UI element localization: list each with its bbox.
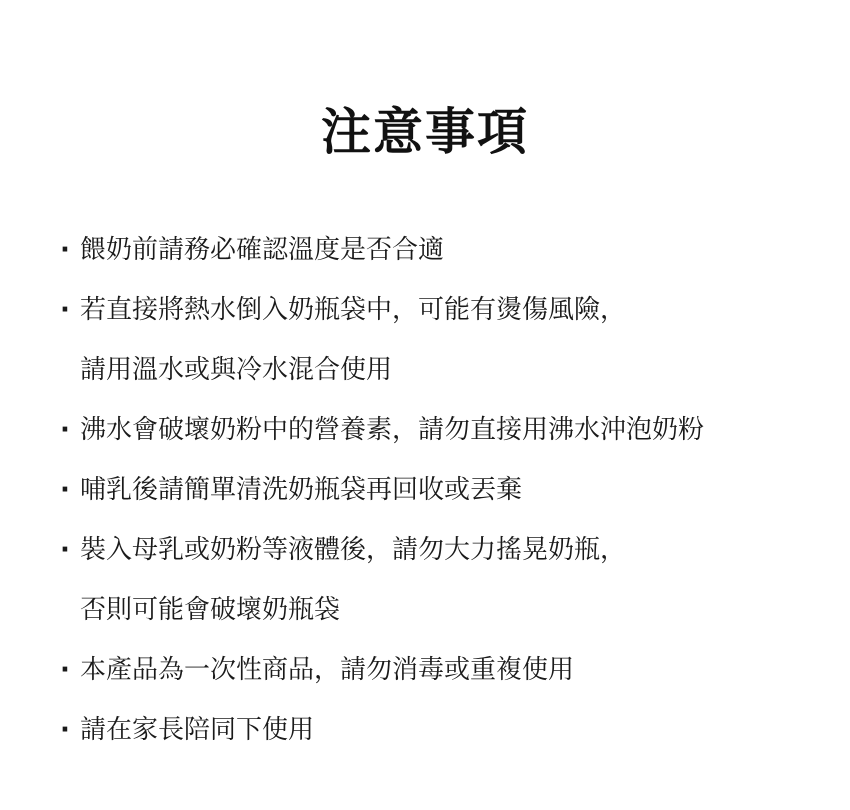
notice-text: 本產品為一次性商品，請勿消毒或重複使用	[80, 655, 575, 685]
bullet-mark: ·	[60, 475, 70, 505]
notice-list	[60, 227, 820, 767]
bullet-mark: ·	[60, 655, 70, 685]
notice-text: 請在家長陪同下使用	[80, 715, 315, 745]
notice-continuation-line	[60, 347, 820, 407]
notice-continuation-line	[60, 587, 820, 647]
notice-text: 沸水會破壞奶粉中的營養素，請勿直接用沸水沖泡奶粉	[80, 415, 705, 445]
notice-line	[60, 707, 820, 767]
bullet-mark: ·	[60, 715, 70, 745]
bullet-mark: ·	[60, 235, 70, 265]
page-title: 注意事項	[321, 103, 529, 161]
notice-text: 否則可能會破壞奶瓶袋	[80, 595, 341, 625]
notice-text: 請用溫水或與冷水混合使用	[80, 355, 393, 385]
notice-line	[60, 227, 820, 287]
bullet-mark: ·	[60, 415, 70, 445]
notice-line	[60, 647, 820, 707]
notice-text: 裝入母乳或奶粉等液體後，請勿大力搖晃奶瓶，	[80, 535, 627, 565]
notice-text: 餵奶前請務必確認溫度是否合適	[80, 235, 445, 265]
notice-line	[60, 467, 820, 527]
bullet-mark: ·	[60, 535, 70, 565]
bullet-mark: ·	[60, 295, 70, 325]
notice-line	[60, 527, 820, 587]
notice-text: 哺乳後請簡單清洗奶瓶袋再回收或丟棄	[80, 475, 523, 505]
notice-line	[60, 287, 820, 347]
notice-text: 若直接將熱水倒入奶瓶袋中，可能有燙傷風險，	[80, 295, 627, 325]
notice-line	[60, 407, 820, 467]
